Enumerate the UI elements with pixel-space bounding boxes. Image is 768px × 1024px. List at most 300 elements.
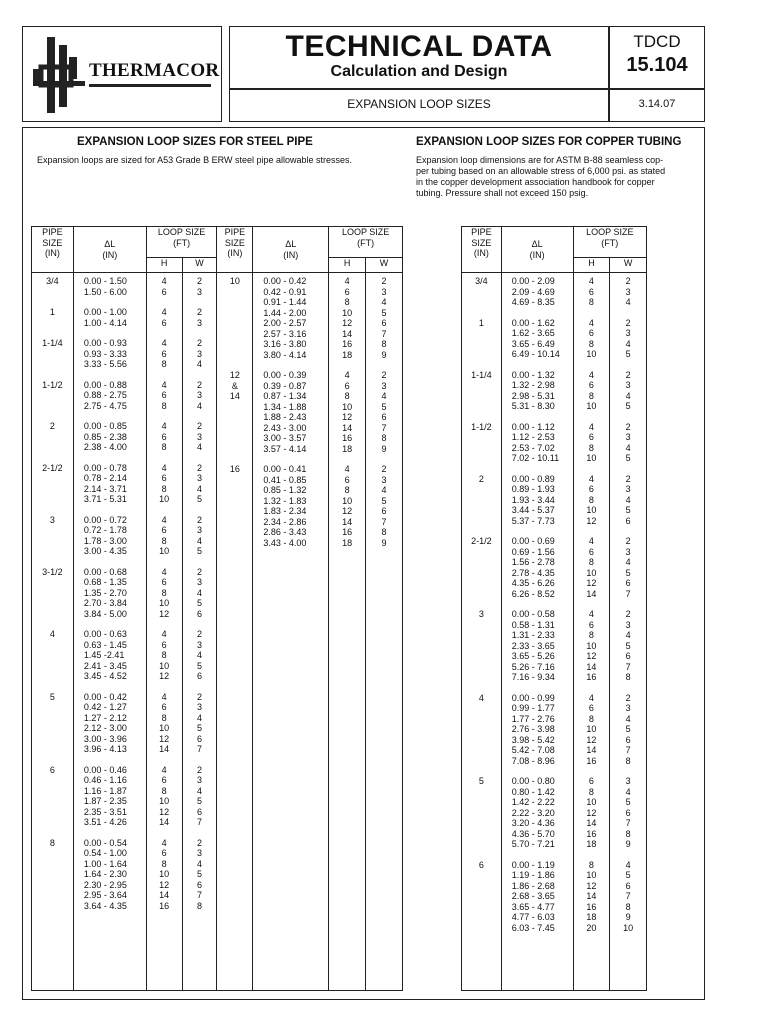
loop-w-value: 7 [197, 817, 203, 827]
pipe-size-value [217, 402, 252, 413]
loop-w-value: 4 [381, 485, 387, 495]
loop-w-value: 2 [197, 629, 203, 639]
row-group-h [574, 533, 610, 606]
pipe-size-value [32, 577, 73, 588]
row-group-w [610, 606, 646, 690]
loop-w-value: 2 [381, 276, 387, 286]
loop-h-column [329, 273, 366, 991]
row-group-h [574, 273, 610, 315]
loop-h-value: 8 [344, 391, 350, 401]
loop-w-value: 2 [197, 764, 203, 775]
pipe-size-value [462, 516, 501, 527]
loop-w-value: 6 [625, 734, 631, 745]
delta-l-value: 1.78 - 3.00 [83, 535, 127, 546]
loop-w-value: 3 [197, 473, 203, 483]
row-group-h [574, 315, 610, 367]
pipe-size-value [32, 650, 73, 661]
loop-w-value: 8 [381, 339, 387, 349]
delta-l-value: 0.00 - 0.93 [83, 338, 127, 348]
loop-w-value: 3 [197, 577, 203, 587]
row-group-w [610, 690, 646, 774]
row-group-dl [84, 377, 146, 419]
loop-h-value: 18 [342, 443, 353, 454]
delta-l-value: 1.50 - 6.00 [83, 286, 127, 297]
pipe-size-value [462, 339, 501, 350]
delta-l-value: 3.33 - 5.56 [83, 359, 127, 369]
loop-h-value: 20 [586, 922, 597, 933]
pipe-size-value [462, 808, 501, 819]
col-header-h: H [146, 258, 182, 273]
loop-w-value: 8 [625, 755, 631, 766]
pipe-size-value [462, 620, 501, 631]
row-group-w [366, 273, 402, 367]
loop-w-value: 9 [381, 537, 387, 548]
row-group-dl [512, 690, 573, 774]
loop-w-value: 3 [625, 703, 631, 713]
delta-l-value: 3.44 - 5.37 [511, 505, 555, 515]
delta-l-value: 3.84 - 5.00 [83, 608, 127, 619]
pipe-size-value [217, 297, 252, 308]
delta-l-value: 0.00 - 0.85 [83, 421, 127, 431]
loop-h-value: 6 [161, 431, 167, 442]
delta-l-value: 0.99 - 1.77 [511, 703, 555, 713]
row-group-h [147, 335, 182, 377]
section-label-box [229, 89, 609, 122]
delta-l-value: 3.00 - 3.57 [263, 433, 307, 443]
pipe-size-value: 3 [49, 514, 55, 525]
row-group-size [462, 857, 501, 941]
loop-h-value: 12 [586, 734, 597, 745]
delta-l-value: 1.31 - 2.33 [511, 630, 555, 640]
loop-h-value: 6 [161, 577, 167, 587]
pipe-size-value [32, 442, 73, 453]
delta-l-value: 0.00 - 1.12 [511, 421, 555, 432]
row-group-dl [512, 419, 573, 471]
loop-h-value: 10 [342, 495, 353, 506]
loop-w-value: 4 [197, 359, 203, 369]
loop-w-value: 2 [625, 609, 631, 619]
loop-h-value: 4 [588, 692, 594, 703]
row-group-size [217, 273, 252, 367]
loop-h-value: 4 [588, 473, 594, 484]
loop-h-value: 4 [161, 307, 167, 317]
pipe-size-value: 16 [229, 464, 240, 474]
col-header-h: H [329, 258, 366, 273]
row-group-w [183, 626, 217, 689]
delta-l-value: 0.00 - 1.62 [511, 317, 555, 328]
doc-number: 15.104 [626, 54, 688, 76]
loop-w-column [610, 273, 647, 991]
loop-w-value: 2 [197, 421, 203, 431]
pipe-size-value [462, 589, 501, 600]
row-group-w [610, 367, 646, 419]
page-title: TECHNICAL DATA [285, 30, 553, 63]
delta-l-value: 3.51 - 4.26 [83, 817, 127, 827]
col-header-delta-l: ΔL (IN) [73, 227, 146, 273]
pipe-size-value [32, 525, 73, 536]
loop-w-value: 2 [625, 692, 631, 703]
loop-w-value: 6 [625, 880, 631, 891]
delta-l-value: 0.00 - 0.80 [511, 776, 555, 786]
delta-l-value: 3.80 - 4.14 [263, 349, 307, 360]
delta-l-value: 0.00 - 0.88 [83, 379, 127, 390]
loop-h-value: 8 [588, 297, 594, 307]
col-header-loop-size: LOOP SIZE (FT) [573, 227, 646, 258]
loop-h-value: 10 [342, 307, 353, 318]
loop-w-value: 3 [625, 776, 631, 786]
loop-w-value: 8 [381, 433, 387, 443]
loop-h-value: 12 [159, 671, 170, 681]
loop-w-value: 3 [197, 317, 203, 328]
row-group-size [462, 315, 501, 367]
loop-w-value: 4 [197, 712, 203, 723]
loop-h-value: 6 [161, 639, 167, 650]
delta-l-value: 1.42 - 2.22 [511, 797, 555, 807]
loop-w-value: 4 [625, 494, 631, 505]
row-group-h [147, 377, 182, 419]
loop-h-value: 4 [161, 514, 167, 525]
loop-w-value: 10 [623, 922, 634, 933]
loop-w-column [366, 273, 403, 991]
loop-w-value: 6 [625, 807, 631, 818]
delta-l-value: 0.87 - 1.34 [263, 391, 307, 401]
pipe-size-value [462, 651, 501, 662]
loop-w-value: 8 [381, 527, 387, 537]
loop-w-value: 7 [197, 890, 203, 900]
row-group-size [217, 367, 252, 461]
delta-l-value: 3.00 - 4.35 [83, 546, 127, 556]
col-header-delta-l: ΔL (IN) [501, 227, 573, 273]
loop-w-value: 2 [625, 536, 631, 546]
col-header-w: W [610, 258, 647, 273]
row-group-dl [512, 471, 573, 534]
loop-w-value: 4 [625, 442, 631, 453]
loop-w-value: 5 [197, 869, 203, 879]
delta-l-value: 1.86 - 2.68 [511, 880, 555, 891]
pipe-size-value [217, 444, 252, 455]
row-group-w [610, 857, 646, 941]
loop-w-value: 3 [197, 348, 203, 359]
delta-l-value: 0.42 - 0.91 [263, 286, 307, 297]
pipe-size-value [462, 547, 501, 558]
loop-w-value: 2 [197, 837, 203, 848]
delta-l-value: 0.00 - 1.00 [83, 307, 127, 317]
col-header-pipe-size: PIPE SIZE (IN) [32, 227, 74, 273]
pipe-size-value [462, 432, 501, 443]
loop-w-value: 6 [625, 651, 631, 661]
delta-l-value: 0.80 - 1.42 [511, 786, 555, 797]
delta-l-value: 1.35 - 2.70 [83, 587, 127, 598]
delta-l-value: 3.98 - 5.42 [511, 734, 555, 745]
row-group-h [574, 471, 610, 534]
delta-l-column [73, 273, 146, 991]
loop-h-value: 14 [586, 818, 597, 828]
delta-l-value: 2.78 - 4.35 [511, 567, 555, 578]
delta-l-value: 2.53 - 7.02 [511, 442, 555, 453]
loop-w-value: 3 [197, 702, 203, 712]
pipe-size-value [217, 496, 252, 507]
loop-w-value: 2 [197, 566, 203, 577]
loop-w-value: 3 [625, 286, 631, 297]
pipe-size-value [462, 902, 501, 913]
delta-l-column [501, 273, 573, 991]
delta-l-value: 0.39 - 0.87 [263, 380, 307, 391]
pipe-size-value [32, 723, 73, 734]
delta-l-value: 0.00 - 0.58 [511, 609, 555, 619]
logo-box [22, 26, 222, 122]
loop-w-value: 5 [197, 546, 203, 556]
row-group-w [366, 367, 402, 461]
pipe-size-value [462, 328, 501, 339]
loop-h-value: 14 [342, 516, 353, 527]
pipe-size-value [32, 390, 73, 401]
loop-h-value: 8 [161, 858, 167, 869]
loop-h-value: 4 [161, 629, 167, 639]
row-group-w [183, 273, 217, 304]
loop-w-value: 6 [381, 412, 387, 422]
loop-h-value: 14 [159, 890, 170, 900]
loop-w-value: 6 [381, 318, 387, 328]
row-group-size [32, 762, 73, 835]
loop-w-value: 6 [197, 733, 203, 744]
loop-w-value: 5 [381, 401, 387, 412]
loop-h-value: 4 [161, 462, 167, 473]
loop-w-value: 3 [625, 328, 631, 338]
delta-l-value: 3.45 - 4.52 [83, 671, 127, 681]
delta-l-value: 3.20 - 4.36 [511, 818, 555, 828]
loop-w-value: 4 [625, 297, 631, 307]
delta-l-value: 0.63 - 1.45 [83, 639, 127, 650]
pipe-size-value [32, 869, 73, 880]
pipe-size-value [32, 786, 73, 797]
loop-w-value: 3 [625, 546, 631, 557]
loop-w-value: 6 [197, 608, 203, 619]
delta-l-value: 3.65 - 6.49 [511, 338, 555, 349]
loop-w-value: 3 [625, 484, 631, 494]
loop-h-value: 6 [344, 286, 350, 297]
delta-l-value: 0.00 - 0.39 [263, 370, 307, 380]
delta-l-value: 5.31 - 8.30 [511, 401, 555, 411]
loop-h-value: 6 [588, 286, 594, 297]
loop-h-value: 4 [161, 338, 167, 348]
col-header-loop-size: LOOP SIZE (FT) [329, 227, 403, 258]
pipe-size-value [32, 287, 73, 298]
brand-name: THERMACOR [89, 60, 220, 81]
pipe-size-value [217, 339, 252, 350]
delta-l-value: 0.00 - 1.50 [83, 276, 127, 286]
delta-l-value: 2.57 - 3.16 [263, 328, 307, 339]
loop-h-value: 14 [159, 744, 170, 754]
delta-l-value: 0.00 - 1.19 [511, 859, 555, 870]
loop-h-value: 8 [344, 485, 350, 495]
delta-l-value: 7.08 - 8.96 [511, 755, 555, 766]
row-group-h [147, 418, 182, 460]
row-group-dl [512, 273, 573, 315]
pipe-size-value [462, 453, 501, 464]
delta-l-value: 7.16 - 9.34 [511, 672, 555, 682]
loop-h-value: 12 [159, 608, 170, 619]
loop-h-value: 4 [588, 421, 594, 432]
loop-w-value: 7 [625, 745, 631, 755]
loop-w-value: 7 [625, 891, 631, 901]
loop-w-value: 4 [197, 785, 203, 796]
row-group-h [147, 762, 182, 835]
loop-h-value: 6 [344, 380, 350, 391]
pipe-size-value [462, 287, 501, 298]
loop-h-value: 6 [161, 848, 167, 858]
row-group-h [574, 857, 610, 941]
delta-l-value: 4.69 - 8.35 [511, 297, 555, 307]
delta-l-value: 2.98 - 5.31 [511, 390, 555, 401]
loop-w-value: 2 [625, 317, 631, 328]
row-group-w [183, 512, 217, 564]
loop-w-value: 4 [197, 650, 203, 660]
pipe-size-value [32, 890, 73, 901]
pipe-size-value: 3-1/2 [42, 566, 63, 577]
delta-l-value: 1.32 - 1.83 [263, 495, 307, 506]
loop-w-value: 2 [197, 379, 203, 390]
row-group-dl [512, 606, 573, 690]
loop-w-value: 2 [197, 462, 203, 473]
row-group-w [610, 315, 646, 367]
row-group-dl [512, 773, 573, 857]
delta-l-value: 3.64 - 4.35 [83, 900, 127, 911]
loop-h-value: 6 [161, 348, 167, 359]
pipe-size-value: 6 [478, 859, 484, 870]
loop-h-value: 10 [159, 796, 170, 806]
delta-l-value: 0.89 - 1.93 [511, 484, 555, 494]
loop-h-value: 12 [159, 733, 170, 744]
pipe-size-value [32, 588, 73, 599]
loop-w-value: 2 [197, 691, 203, 702]
loop-w-value: 3 [197, 639, 203, 650]
pipe-size-value [32, 359, 73, 370]
loop-w-value: 7 [381, 516, 387, 527]
pipe-size-value [32, 734, 73, 745]
row-group-h [329, 367, 365, 461]
row-group-size [217, 461, 252, 555]
pipe-size-value [217, 350, 252, 361]
loop-h-value: 12 [586, 807, 597, 818]
row-group-h [147, 273, 182, 304]
loop-w-value: 3 [197, 431, 203, 442]
brand-underline [89, 84, 211, 87]
pipe-size-value: 12 [229, 370, 240, 380]
pipe-size-value [32, 859, 73, 870]
loop-h-value: 18 [342, 537, 353, 548]
loop-h-value: 4 [161, 379, 167, 390]
delta-l-value: 0.58 - 1.31 [511, 619, 555, 630]
loop-h-value: 14 [342, 422, 353, 433]
loop-h-value: 4 [344, 370, 350, 380]
copper-heading: EXPANSION LOOP SIZES FOR COPPER TUBING [416, 136, 682, 148]
loop-h-value: 10 [586, 724, 597, 734]
loop-h-value: 4 [161, 421, 167, 431]
loop-w-value: 7 [625, 588, 631, 599]
loop-w-value: 5 [625, 724, 631, 734]
row-group-dl [263, 461, 328, 555]
loop-w-value: 6 [625, 515, 631, 526]
pipe-size-value [217, 318, 252, 329]
loop-w-value: 2 [197, 307, 203, 317]
row-group-w [183, 762, 217, 835]
loop-w-value: 5 [197, 598, 203, 608]
row-group-w [183, 304, 217, 335]
row-group-h [574, 606, 610, 690]
row-group-size [32, 835, 73, 919]
row-group-size [32, 626, 73, 689]
delta-l-value: 2.14 - 3.71 [83, 483, 127, 494]
pipe-size-value: 5 [49, 691, 55, 702]
delta-l-value: 2.75 - 4.75 [83, 400, 127, 411]
loop-w-value: 3 [197, 775, 203, 785]
delta-l-value: 3.65 - 4.77 [511, 901, 555, 912]
loop-w-value: 8 [625, 672, 631, 682]
loop-h-value: 16 [342, 339, 353, 349]
pipe-size-value [217, 485, 252, 496]
row-group-size [32, 460, 73, 512]
pipe-size-value: 2-1/2 [42, 462, 63, 473]
pipe-size-value: 6 [49, 764, 55, 775]
loop-h-value: 14 [586, 745, 597, 755]
loop-h-value: 12 [586, 651, 597, 661]
pipe-size-value [462, 484, 501, 495]
loop-w-value: 5 [625, 505, 631, 515]
delta-l-value: 1.00 - 4.14 [83, 317, 127, 328]
pipe-size-value [462, 641, 501, 652]
delta-l-value: 1.16 - 1.87 [83, 785, 127, 796]
loop-h-value: 8 [588, 390, 594, 401]
loop-h-value: 10 [586, 640, 597, 651]
loop-h-value: 10 [159, 723, 170, 733]
pipe-size-value [32, 744, 73, 755]
row-group-h [574, 773, 610, 857]
row-group-dl [84, 564, 146, 627]
loop-h-value: 4 [161, 566, 167, 577]
pipe-size-value [462, 380, 501, 391]
delta-l-value: 0.72 - 1.78 [83, 525, 127, 535]
delta-l-value: 2.09 - 4.69 [511, 286, 555, 297]
pipe-size-value [462, 349, 501, 360]
loop-w-value: 5 [625, 567, 631, 578]
pipe-size-value: 1-1/2 [42, 379, 63, 390]
loop-h-value: 8 [588, 859, 594, 870]
loop-h-value: 4 [344, 464, 350, 474]
loop-h-value: 4 [161, 691, 167, 702]
loop-h-value: 8 [161, 400, 167, 411]
pipe-size-value: 1-1/4 [471, 369, 492, 380]
loop-w-value: 8 [625, 901, 631, 912]
row-group-dl [84, 335, 146, 377]
loop-h-value: 12 [586, 880, 597, 891]
copper-description-line: in the copper development association handbook for copper [416, 177, 655, 187]
pipe-size-value [462, 714, 501, 725]
delta-l-value: 2.43 - 3.00 [263, 422, 307, 433]
row-group-w [183, 335, 217, 377]
row-group-dl [84, 626, 146, 689]
col-header-w: W [182, 258, 217, 273]
loop-h-value: 16 [586, 828, 597, 839]
delta-l-value: 3.96 - 4.13 [83, 744, 127, 754]
pipe-size-value [217, 433, 252, 444]
row-group-size [462, 419, 501, 471]
delta-l-value: 0.68 - 1.35 [83, 577, 127, 587]
row-group-h [147, 626, 182, 689]
loop-w-value: 5 [381, 307, 387, 318]
pipe-size-value [32, 848, 73, 859]
delta-l-value: 1.87 - 2.35 [83, 796, 127, 806]
loop-w-value: 5 [625, 870, 631, 880]
